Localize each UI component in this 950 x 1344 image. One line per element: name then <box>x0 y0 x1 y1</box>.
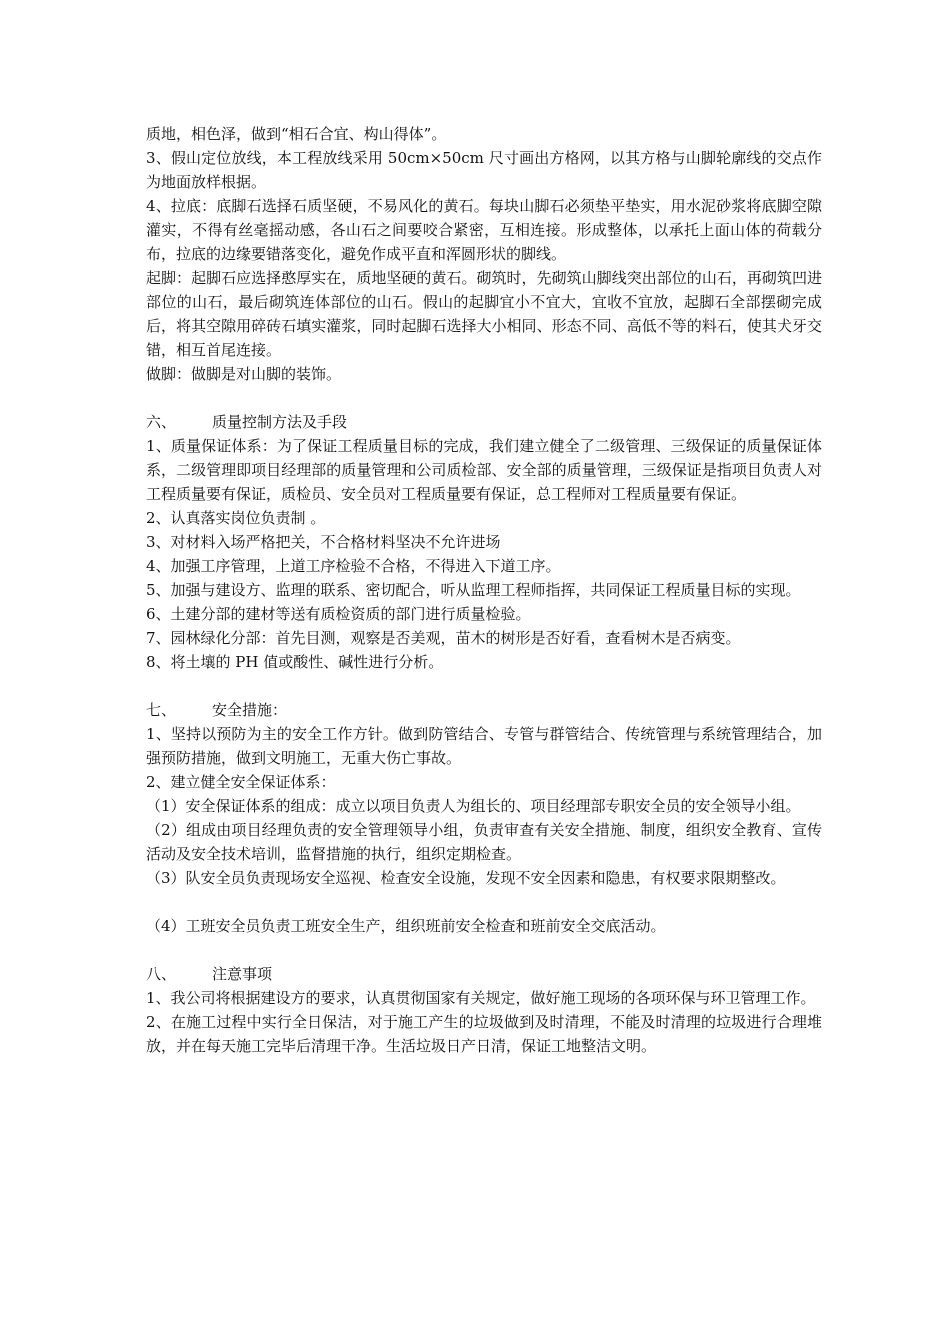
section-number: 八、 <box>146 965 177 983</box>
section-heading-7 <box>146 698 822 722</box>
list-item: 1、我公司将根据建设方的要求，认真贯彻国家有关规定，做好施工现场的各项环保与环卫管理工作。 <box>146 989 816 1007</box>
list-item: 2、认真落实岗位负责制 。 <box>146 509 326 527</box>
section-title: 质量控制方法及手段 <box>212 413 348 431</box>
paragraph: 起脚：起脚石应选择憨厚实在，质地坚硬的黄石。砌筑时，先砌筑山脚线突出部位的山石，再砌筑凹进部位的山石，最后砌筑连体部位的山石。假山的起脚宜小不宜大，宜收不宜放，起脚石全部摆砌完成后，将其空隙用碎砖石填实灌浆，同时起脚石选择大小相同、形态不同、高低不等的料石，使其犬牙交错，相互首尾连接。 <box>146 269 822 359</box>
list-item: 3、对材料入场严格把关，不合格材料坚决不允许进场 <box>146 533 501 551</box>
section-title: 注意事项 <box>212 965 273 983</box>
list-item: 4、加强工序管理，上道工序检验不合格，不得进入下道工序。 <box>146 557 561 575</box>
list-item: （3）队安全员负责现场安全巡视、检查安全设施，发现不安全因素和隐患，有权要求限期整改。 <box>146 869 786 887</box>
paragraph: 质地，相色泽，做到“相石合宜、构山得体”。 <box>146 125 447 143</box>
list-item: （2）组成由项目经理负责的安全管理领导小组，负责审查有关安全措施、制度，组织安全教育、宣传活动及安全技术培训，监督措施的执行，组织定期检查。 <box>146 821 822 863</box>
section-heading-6 <box>146 410 822 434</box>
list-item: 6、土建分部的建材等送有质检资质的部门进行质量检验。 <box>146 605 531 623</box>
list-item: （1）安全保证体系的组成：成立以项目负责人为组长的、项目经理部专职安全员的安全领导小组。 <box>146 797 801 815</box>
document-body <box>146 122 822 1058</box>
section-heading-8 <box>146 962 822 986</box>
paragraph: 做脚：做脚是对山脚的装饰。 <box>146 365 342 383</box>
list-item: 5、加强与建设方、监理的联系、密切配合，听从监理工程师指挥，共同保证工程质量目标的实现。 <box>146 581 801 599</box>
list-item: （4）工班安全员负责工班安全生产，组织班前安全检查和班前安全交底活动。 <box>146 917 666 935</box>
list-item: 7、园林绿化分部：首先目测，观察是否美观，苗木的树形是否好看，查看树木是否病变。 <box>146 629 741 647</box>
paragraph: 4、拉底：底脚石选择石质坚硬，不易风化的黄石。每块山脚石必须垫平垫实，用水泥砂浆将底脚空隙灌实，不得有丝毫摇动感，各山石之间要咬合紧密，互相连接。形成整体，以承托上面山体的荷载分布，拉底的边缘要错落变化，避免作成平直和浑圆形状的脚线。 <box>146 197 822 263</box>
section-number: 六、 <box>146 413 177 431</box>
section-number: 七、 <box>146 701 177 719</box>
paragraph: 3、假山定位放线，本工程放线采用 50cm×50cm 尺寸画出方格网，以其方格与山脚轮廓线的交点作为地面放样根据。 <box>146 149 822 191</box>
list-item: 1、坚持以预防为主的安全工作方针。做到防管结合、专管与群管结合、传统管理与系统管理结合，加强预防措施，做到文明施工，无重大伤亡事故。 <box>146 725 822 767</box>
list-item: 8、将土壤的 PH 值或酸性、碱性进行分析。 <box>146 653 444 671</box>
list-item: 2、建立健全安全保证体系： <box>146 773 336 791</box>
section-title: 安全措施： <box>212 701 288 719</box>
list-item: 2、在施工过程中实行全日保洁，对于施工产生的垃圾做到及时清理，不能及时清理的垃圾进行合理堆放，并在每天施工完毕后清理干净。生活垃圾日产日清，保证工地整洁文明。 <box>146 1013 822 1055</box>
list-item: 1、质量保证体系：为了保证工程质量目标的完成，我们建立健全了二级管理、三级保证的质量保证体系，二级管理即项目经理部的质量管理和公司质检部、安全部的质量管理，三级保证是指项目负责人对工程质量要有保证，质检员、安全员对工程质量要有保证，总工程师对工程质量要有保证。 <box>146 437 822 503</box>
